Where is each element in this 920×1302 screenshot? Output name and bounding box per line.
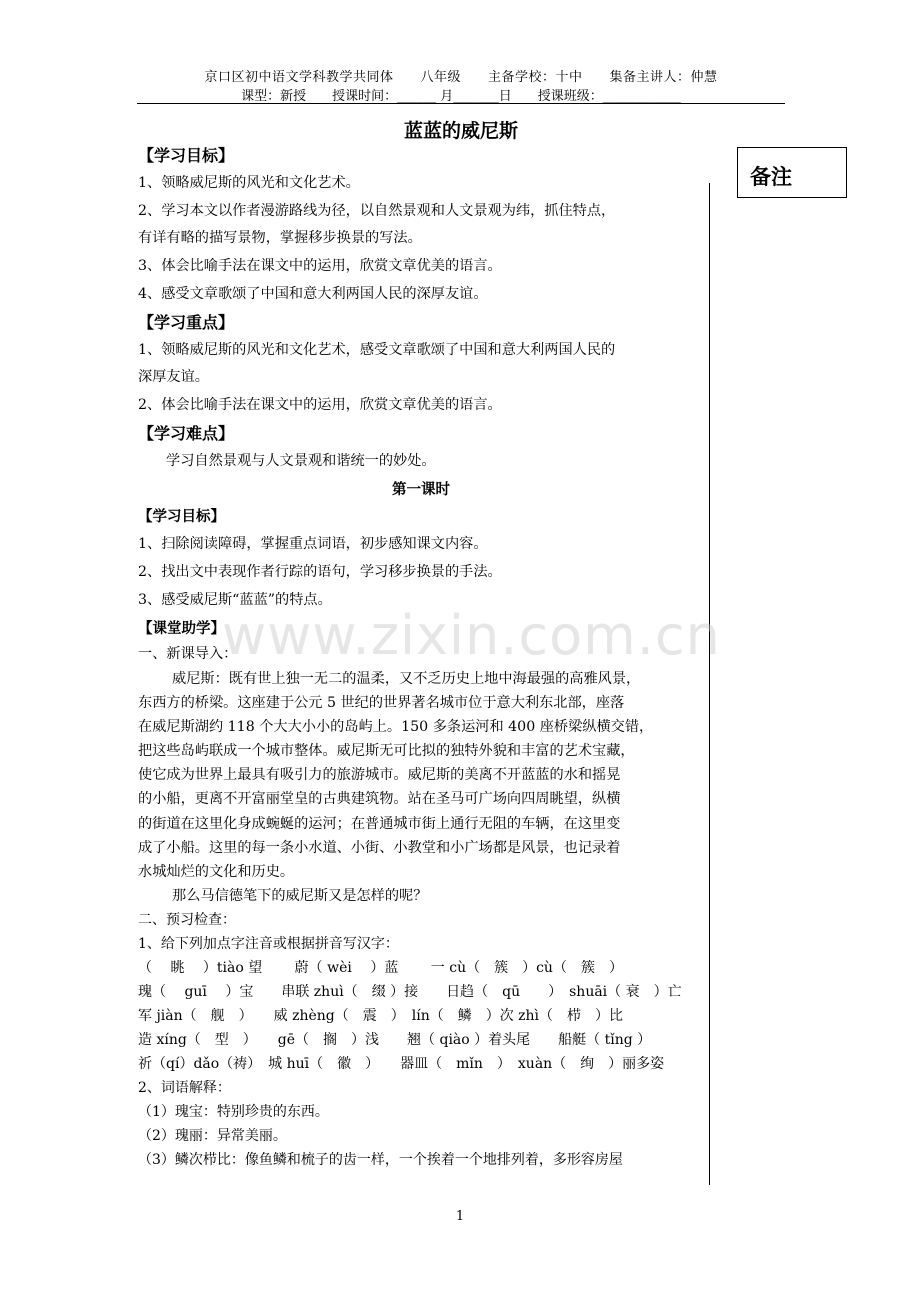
header-line-2: 课型：新授 授课时间：______ 月_______日 授课班级：____________ xyxy=(241,89,681,104)
difficulty-heading: 【学习难点】 xyxy=(138,423,235,443)
goal-item: 有详有略的描写景物，掌握移步换景的写法。 xyxy=(138,230,422,247)
lesson-goal-item: 3、感受威尼斯“蓝蓝”的特点。 xyxy=(138,591,332,608)
intro-paragraph-line: 使它成为世界上最具有吸引力的旅游城市。威尼斯的美离不开蓝蓝的水和摇晃 xyxy=(138,767,621,784)
lesson-goals-heading: 【学习目标】 xyxy=(138,508,225,526)
lesson-goal-item: 1、扫除阅读障碍，掌握重点词语，初步感知课文内容。 xyxy=(138,536,488,553)
intro-paragraph-line: 东西方的桥梁。这座建于公元 5 世纪的世界著名城市位于意大利东北部，座落 xyxy=(138,694,625,711)
side-note-box xyxy=(737,147,847,198)
side-note-label: 备注 xyxy=(750,164,792,189)
goals-heading: 【学习目标】 xyxy=(138,146,235,165)
vocab-question-title: 2、词语解释： xyxy=(138,1080,231,1097)
intro-paragraph-line: 成了小船。这里的每一条小水道、小街、小教堂和小广场都是风景，也记录着 xyxy=(138,839,621,856)
lesson-title: 第一课时 xyxy=(392,480,450,498)
document-title: 蓝蓝的威尼斯 xyxy=(403,120,518,142)
intro-question: 那么马信德笔下的威尼斯又是怎样的呢？ xyxy=(172,888,428,905)
key-points-heading: 【学习重点】 xyxy=(138,312,235,332)
preview-heading: 二、预习检查： xyxy=(138,912,236,929)
intro-paragraph-line: 水城灿烂的文化和历史。 xyxy=(138,864,295,881)
vocab-definition: （1）瑰宝：特别珍贵的东西。 xyxy=(138,1104,329,1121)
intro-heading: 一、新课导入： xyxy=(138,646,238,663)
pinyin-line: 军 jiàn（ 舰 ） 威 zhèng（ 震 ） lín（ 鳞 ）次 zhì（ 栉 ）比 xyxy=(138,1008,624,1025)
vocab-definition: （2）瑰丽：异常美丽。 xyxy=(138,1128,287,1145)
goal-item: 4、感受文章歌颂了中国和意大利两国人民的深厚友谊。 xyxy=(138,285,488,302)
goal-item: 1、领略威尼斯的风光和文化艺术。 xyxy=(138,174,360,191)
goal-item: 2、学习本文以作者漫游路线为径，以自然景观和人文景观为纬，抓住特点， xyxy=(138,202,616,219)
intro-paragraph-line: 威尼斯：既有世上独一无二的温柔，又不乏历史上地中海最强的高雅风景， xyxy=(172,670,641,687)
watermark-text: www.zixin.com.cn xyxy=(222,604,721,667)
key-point-item: 深厚友谊。 xyxy=(138,369,209,386)
difficulty-text: 学习自然景观与人文景观和谐统一的妙处。 xyxy=(166,452,436,469)
pinyin-line: （ 眺 ）tiào 望 蔚（ wèi ）蓝 一 cù（ 簇 ）cù（ 簇 ） xyxy=(138,960,623,977)
pinyin-line: 造 xíng（ 型 ） gē（ 搁 ）浅 翘（ qiào ）着头尾 船艇（ tǐng ） xyxy=(138,1032,652,1049)
lesson-goal-item: 2、找出文中表现作者行踪的语句，学习移步换景的手法。 xyxy=(138,563,502,580)
intro-paragraph-line: 的小船，更离不开富丽堂皇的古典建筑物。站在圣马可广场向四周眺望，纵横 xyxy=(138,791,621,808)
pinyin-line: 祈（qí）dǎo（祷） 城 huī（ 徽 ） 器皿（ mǐn ） xuàn（ 绚 ）丽多姿 xyxy=(138,1056,665,1073)
intro-paragraph-line: 的街道在这里化身成蜿蜒的运河；在普通城市街上通行无阻的车辆，在这里变 xyxy=(138,815,621,832)
intro-paragraph-line: 在威尼斯湖约 118 个大大小小的岛屿上。150 多条运河和 400 座桥梁纵横交错， xyxy=(138,718,654,735)
key-point-item: 1、领略威尼斯的风光和文化艺术，感受文章歌颂了中国和意大利两国人民的 xyxy=(138,341,616,358)
header-line-1: 京口区初中语文学科教学共同体 八年级 主备学校：十中 集备主讲人：仲慧 xyxy=(204,70,718,85)
margin-column-divider xyxy=(709,183,710,1185)
page-number: 1 xyxy=(455,1209,465,1224)
header-divider xyxy=(137,103,785,104)
pinyin-question-title: 1、给下列加点字注音或根据拼音写汉字： xyxy=(138,936,399,953)
intro-paragraph-line: 把这些岛屿联成一个城市整体。威尼斯无可比拟的独特外貌和丰富的艺术宝藏， xyxy=(138,743,635,760)
key-point-item: 2、体会比喻手法在课文中的运用，欣赏文章优美的语言。 xyxy=(138,397,502,414)
class-help-heading: 【课堂助学】 xyxy=(138,619,225,637)
vocab-definition: （3）鳞次栉比：像鱼鳞和梳子的齿一样，一个挨着一个地排列着，多形容房屋 xyxy=(138,1152,623,1169)
pinyin-line: 瑰（ guī ）宝 串联 zhuì（ 缀 ）接 日趋（ qū ） shuāi（ 衰 ）亡 xyxy=(138,984,682,1001)
goal-item: 3、体会比喻手法在课文中的运用，欣赏文章优美的语言。 xyxy=(138,258,502,275)
